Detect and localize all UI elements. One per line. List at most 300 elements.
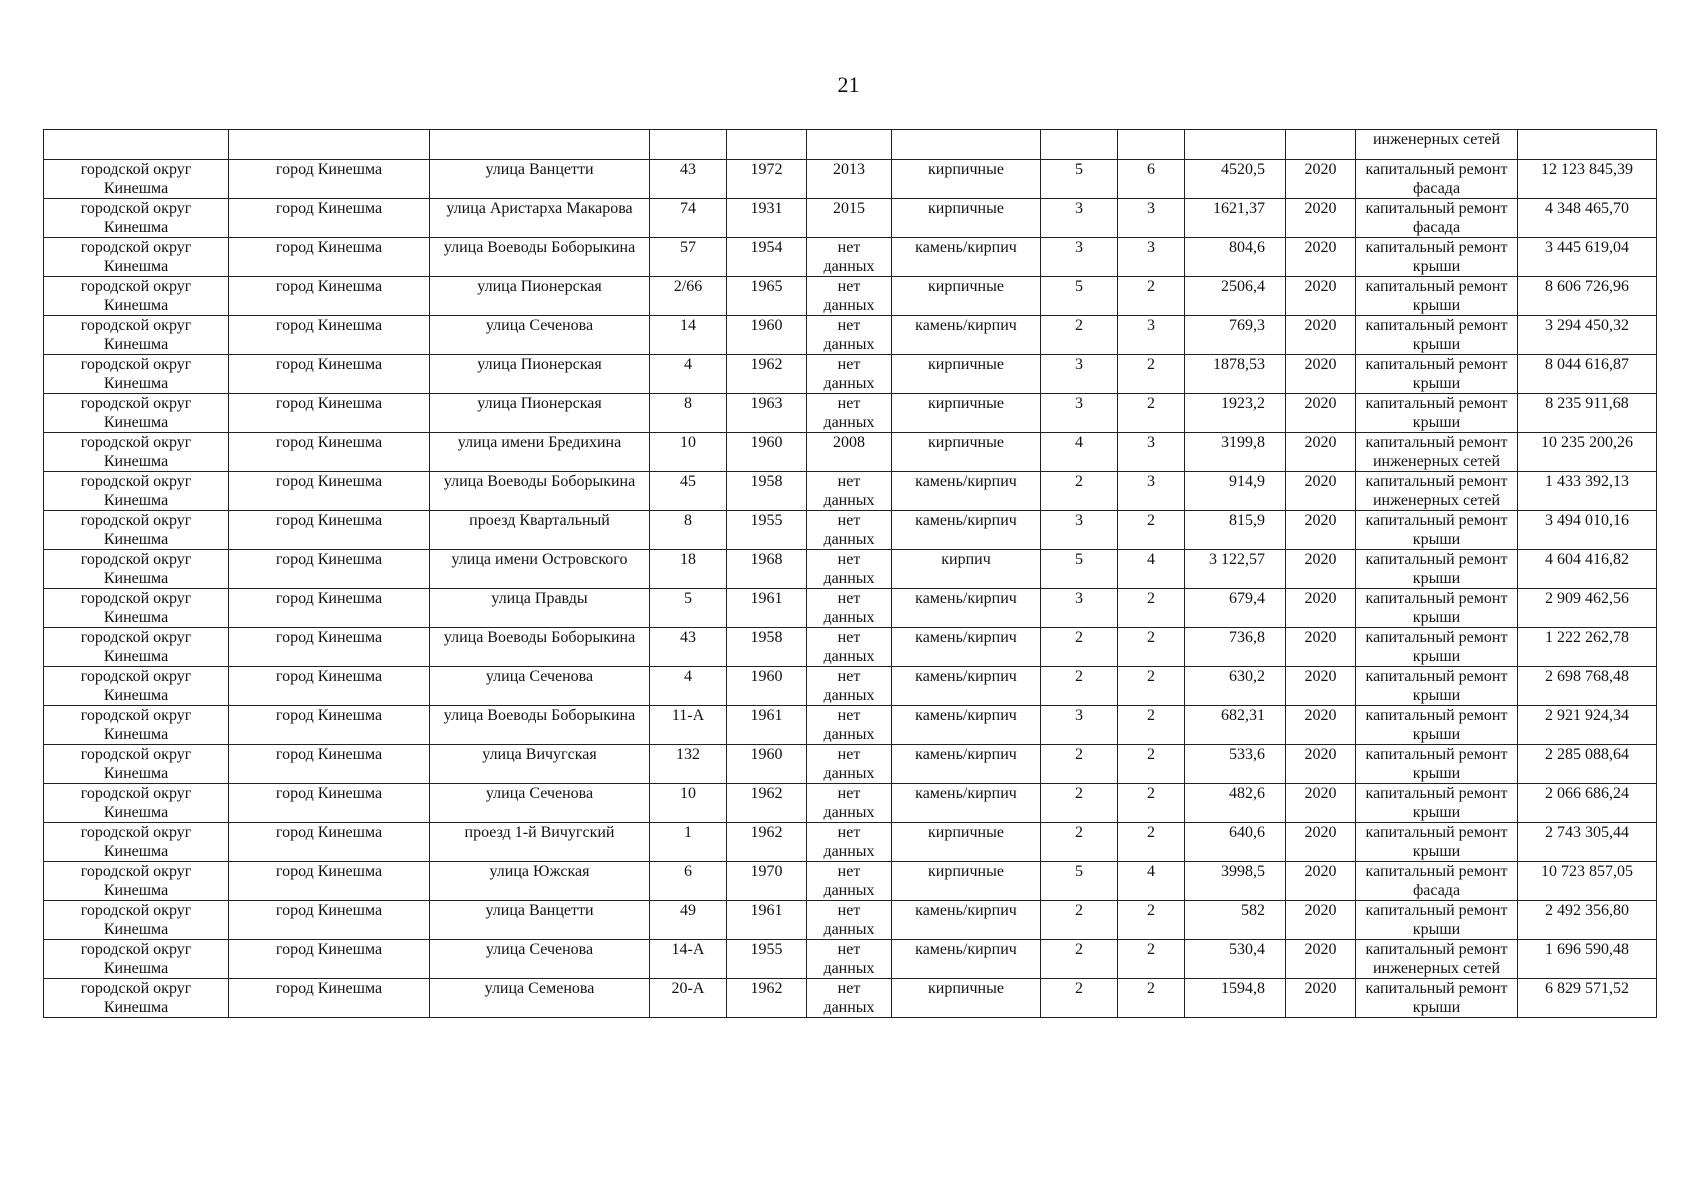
cell-house-number: 20-А — [650, 979, 727, 1018]
cell-house-number: 10 — [650, 784, 727, 823]
cell-planned-year: 2020 — [1286, 823, 1356, 862]
cell-settlement: город Кинешма — [229, 472, 430, 511]
cell-last-repair-year: нет данных — [807, 472, 892, 511]
table-row — [44, 706, 1657, 745]
cell-year-built: 1960 — [727, 316, 807, 355]
cell-house-number: 11-А — [650, 706, 727, 745]
cell-work-type: капитальный ремонт крыши — [1356, 394, 1518, 433]
cell-municipality: городской округ Кинешма — [44, 472, 229, 511]
cell-house-number: 49 — [650, 901, 727, 940]
cell-last-repair-year: нет данных — [807, 589, 892, 628]
table-row — [44, 472, 1657, 511]
cell-floors: 2 — [1041, 979, 1118, 1018]
cell-area: 815,9 — [1185, 511, 1286, 550]
cell-entrances: 3 — [1118, 199, 1185, 238]
cell-area: 3 122,57 — [1185, 550, 1286, 589]
cell-settlement: город Кинешма — [229, 316, 430, 355]
cell-municipality: городской округ Кинешма — [44, 160, 229, 199]
cell-wall-material: кирпичные — [892, 862, 1041, 901]
cell-floors: 3 — [1041, 199, 1118, 238]
table-row — [44, 823, 1657, 862]
cell-planned-year: 2020 — [1286, 862, 1356, 901]
table-row — [44, 160, 1657, 199]
cell-area: 3998,5 — [1185, 862, 1286, 901]
cell-floors: 2 — [1041, 901, 1118, 940]
cell-entrances: 2 — [1118, 667, 1185, 706]
cell-planned-year: 2020 — [1286, 628, 1356, 667]
cell-year-built: 1962 — [727, 823, 807, 862]
cell-wall-material: кирпичные — [892, 277, 1041, 316]
cell-last-repair-year: нет данных — [807, 823, 892, 862]
cell-settlement: город Кинешма — [229, 394, 430, 433]
cell-entrances: 2 — [1118, 901, 1185, 940]
cell-street: улица Пионерская — [430, 394, 650, 433]
cell-entrances: 3 — [1118, 238, 1185, 277]
cell-house-number: 43 — [650, 628, 727, 667]
cell-work-type: капитальный ремонт крыши — [1356, 823, 1518, 862]
cell-year-built: 1961 — [727, 901, 807, 940]
cell-floors: 2 — [1041, 316, 1118, 355]
cell-cost: 1 696 590,48 — [1518, 940, 1657, 979]
cell-planned-year: 2020 — [1286, 901, 1356, 940]
cell-cost: 1 222 262,78 — [1518, 628, 1657, 667]
cell-street: улица имени Бредихина — [430, 433, 650, 472]
cell-house-number: 6 — [650, 862, 727, 901]
cell-entrances: 6 — [1118, 160, 1185, 199]
cell-cost: 8 606 726,96 — [1518, 277, 1657, 316]
cell-entrances: 2 — [1118, 823, 1185, 862]
cell-year-built: 1963 — [727, 394, 807, 433]
table-row — [44, 628, 1657, 667]
cell-house-number: 4 — [650, 355, 727, 394]
cell-area: 679,4 — [1185, 589, 1286, 628]
cell-floors: 5 — [1041, 550, 1118, 589]
cell-work-type: капитальный ремонт крыши — [1356, 745, 1518, 784]
cell-work-type: инженерных сетей — [1356, 130, 1518, 160]
cell-last-repair-year: нет данных — [807, 667, 892, 706]
cell-wall-material: камень/кирпич — [892, 901, 1041, 940]
cell-area: 1594,8 — [1185, 979, 1286, 1018]
cell-settlement: город Кинешма — [229, 238, 430, 277]
cell-street: улица Пионерская — [430, 277, 650, 316]
cell-work-type: капитальный ремонт инженерных сетей — [1356, 433, 1518, 472]
table-body — [44, 130, 1657, 1018]
cell-entrances: 2 — [1118, 784, 1185, 823]
cell-entrances: 2 — [1118, 706, 1185, 745]
cell-planned-year: 2020 — [1286, 472, 1356, 511]
cell-municipality: городской округ Кинешма — [44, 238, 229, 277]
cell-cost: 10 235 200,26 — [1518, 433, 1657, 472]
cell-settlement: город Кинешма — [229, 433, 430, 472]
cell-year-built: 1961 — [727, 589, 807, 628]
table-row — [44, 901, 1657, 940]
cell-floors: 3 — [1041, 589, 1118, 628]
cell-street: проезд 1-й Вичугский — [430, 823, 650, 862]
cell-street: улица Сеченова — [430, 667, 650, 706]
cell-entrances: 2 — [1118, 940, 1185, 979]
cell-house-number: 8 — [650, 511, 727, 550]
cell-municipality: городской округ Кинешма — [44, 628, 229, 667]
cell-settlement: город Кинешма — [229, 667, 430, 706]
cell-cost: 12 123 845,39 — [1518, 160, 1657, 199]
table-row — [44, 550, 1657, 589]
cell-year-built: 1931 — [727, 199, 807, 238]
table-row — [44, 589, 1657, 628]
cell-wall-material: кирпичные — [892, 979, 1041, 1018]
cell-last-repair-year: нет данных — [807, 316, 892, 355]
cell-municipality: городской округ Кинешма — [44, 355, 229, 394]
cell-street: улица Аристарха Макарова — [430, 199, 650, 238]
continuation-row — [44, 130, 1657, 160]
cell-entrances: 4 — [1118, 550, 1185, 589]
table-row — [44, 355, 1657, 394]
table-row — [44, 940, 1657, 979]
cell-year-built: 1960 — [727, 745, 807, 784]
cell-municipality: городской округ Кинешма — [44, 745, 229, 784]
cell-year-built: 1962 — [727, 784, 807, 823]
cell-last-repair-year: нет данных — [807, 277, 892, 316]
table-row — [44, 238, 1657, 277]
table-row — [44, 199, 1657, 238]
cell-floors: 2 — [1041, 628, 1118, 667]
table-row — [44, 316, 1657, 355]
cell-area: 1923,2 — [1185, 394, 1286, 433]
cell-entrances: 2 — [1118, 511, 1185, 550]
cell-planned-year: 2020 — [1286, 979, 1356, 1018]
cell-planned-year: 2020 — [1286, 238, 1356, 277]
cell-work-type: капитальный ремонт крыши — [1356, 628, 1518, 667]
cell-planned-year: 2020 — [1286, 277, 1356, 316]
cell-street: проезд Квартальный — [430, 511, 650, 550]
table-row — [44, 862, 1657, 901]
cell-year-built: 1960 — [727, 667, 807, 706]
cell-area: 769,3 — [1185, 316, 1286, 355]
cell-street: улица Сеченова — [430, 940, 650, 979]
cell-wall-material: камень/кирпич — [892, 784, 1041, 823]
cell-entrances: 4 — [1118, 862, 1185, 901]
cell-wall-material: камень/кирпич — [892, 628, 1041, 667]
cell-planned-year: 2020 — [1286, 667, 1356, 706]
cell-last-repair-year: нет данных — [807, 511, 892, 550]
cell-cost: 2 921 924,34 — [1518, 706, 1657, 745]
cell-wall-material: камень/кирпич — [892, 667, 1041, 706]
cell-last-repair-year: нет данных — [807, 706, 892, 745]
cell-entrances: 2 — [1118, 628, 1185, 667]
cell-wall-material: камень/кирпич — [892, 589, 1041, 628]
page-number: 21 — [837, 72, 860, 97]
cell-last-repair-year: нет данных — [807, 940, 892, 979]
cell-cost: 2 698 768,48 — [1518, 667, 1657, 706]
cell-settlement: город Кинешма — [229, 355, 430, 394]
cell-street: улица имени Островского — [430, 550, 650, 589]
cell-work-type: капитальный ремонт фасада — [1356, 160, 1518, 199]
cell-settlement: город Кинешма — [229, 940, 430, 979]
cell-floors: 5 — [1041, 862, 1118, 901]
cell-year-built: 1958 — [727, 472, 807, 511]
cell-street: улица Семенова — [430, 979, 650, 1018]
cell-settlement: город Кинешма — [229, 550, 430, 589]
cell-cost: 3 445 619,04 — [1518, 238, 1657, 277]
cell-cost: 2 743 305,44 — [1518, 823, 1657, 862]
cell-wall-material: камень/кирпич — [892, 472, 1041, 511]
cell-entrances: 2 — [1118, 979, 1185, 1018]
cell-year-built: 1958 — [727, 628, 807, 667]
cell-last-repair-year: нет данных — [807, 394, 892, 433]
cell-floors: 4 — [1041, 433, 1118, 472]
cell-house-number: 10 — [650, 433, 727, 472]
cell-cost: 2 909 462,56 — [1518, 589, 1657, 628]
cell-street: улица Ванцетти — [430, 160, 650, 199]
cell-wall-material: камень/кирпич — [892, 706, 1041, 745]
cell-municipality: городской округ Кинешма — [44, 277, 229, 316]
cell-wall-material: кирпичные — [892, 199, 1041, 238]
cell-planned-year: 2020 — [1286, 745, 1356, 784]
cell-area: 533,6 — [1185, 745, 1286, 784]
cell-area: 482,6 — [1185, 784, 1286, 823]
cell-entrances: 3 — [1118, 433, 1185, 472]
cell-year-built: 1961 — [727, 706, 807, 745]
cell-house-number: 132 — [650, 745, 727, 784]
cell-municipality: городской округ Кинешма — [44, 979, 229, 1018]
cell-street: улица Вичугская — [430, 745, 650, 784]
cell-house-number: 45 — [650, 472, 727, 511]
cell-house-number: 2/66 — [650, 277, 727, 316]
cell-wall-material: кирпичные — [892, 160, 1041, 199]
cell-area: 640,6 — [1185, 823, 1286, 862]
cell-work-type: капитальный ремонт крыши — [1356, 901, 1518, 940]
cell-work-type: капитальный ремонт крыши — [1356, 277, 1518, 316]
cell-settlement: город Кинешма — [229, 784, 430, 823]
cell-wall-material: камень/кирпич — [892, 316, 1041, 355]
cell-entrances: 2 — [1118, 277, 1185, 316]
cell-entrances: 2 — [1118, 745, 1185, 784]
cell-municipality: городской округ Кинешма — [44, 550, 229, 589]
cell-cost: 2 492 356,80 — [1518, 901, 1657, 940]
cell-wall-material: камень/кирпич — [892, 940, 1041, 979]
cell-floors: 3 — [1041, 394, 1118, 433]
cell-last-repair-year: нет данных — [807, 238, 892, 277]
cell-area: 1878,53 — [1185, 355, 1286, 394]
table-row — [44, 784, 1657, 823]
cell-floors: 3 — [1041, 511, 1118, 550]
cell-cost: 8 235 911,68 — [1518, 394, 1657, 433]
cell-cost: 1 433 392,13 — [1518, 472, 1657, 511]
cell-municipality: городской округ Кинешма — [44, 706, 229, 745]
cell-area: 1621,37 — [1185, 199, 1286, 238]
cell-street: улица Сеченова — [430, 316, 650, 355]
cell-year-built: 1954 — [727, 238, 807, 277]
cell-year-built: 1962 — [727, 355, 807, 394]
cell-last-repair-year: нет данных — [807, 550, 892, 589]
cell-year-built: 1955 — [727, 940, 807, 979]
cell-settlement: город Кинешма — [229, 277, 430, 316]
cell-street: улица Воеводы Боборыкина — [430, 472, 650, 511]
cell-settlement: город Кинешма — [229, 511, 430, 550]
cell-work-type: капитальный ремонт крыши — [1356, 511, 1518, 550]
cell-wall-material: кирпич — [892, 550, 1041, 589]
cell-entrances: 2 — [1118, 589, 1185, 628]
repair-registry-table — [43, 129, 1657, 1018]
cell-settlement: город Кинешма — [229, 745, 430, 784]
cell-cost: 4 348 465,70 — [1518, 199, 1657, 238]
cell-planned-year: 2020 — [1286, 355, 1356, 394]
cell-year-built: 1968 — [727, 550, 807, 589]
cell-cost: 8 044 616,87 — [1518, 355, 1657, 394]
cell-work-type: капитальный ремонт фасада — [1356, 862, 1518, 901]
cell-house-number: 14-А — [650, 940, 727, 979]
cell-floors: 3 — [1041, 706, 1118, 745]
table-row — [44, 667, 1657, 706]
cell-year-built: 1960 — [727, 433, 807, 472]
cell-cost: 3 294 450,32 — [1518, 316, 1657, 355]
cell-house-number: 4 — [650, 667, 727, 706]
cell-cost: 4 604 416,82 — [1518, 550, 1657, 589]
cell-last-repair-year: 2013 — [807, 160, 892, 199]
cell-last-repair-year: нет данных — [807, 628, 892, 667]
cell-house-number: 74 — [650, 199, 727, 238]
cell-area: 736,8 — [1185, 628, 1286, 667]
cell-cost: 2 285 088,64 — [1518, 745, 1657, 784]
cell-planned-year: 2020 — [1286, 394, 1356, 433]
cell-municipality: городской округ Кинешма — [44, 667, 229, 706]
cell-area: 2506,4 — [1185, 277, 1286, 316]
cell-area: 682,31 — [1185, 706, 1286, 745]
cell-municipality: городской округ Кинешма — [44, 199, 229, 238]
cell-planned-year: 2020 — [1286, 316, 1356, 355]
cell-work-type: капитальный ремонт инженерных сетей — [1356, 940, 1518, 979]
cell-wall-material: камень/кирпич — [892, 745, 1041, 784]
cell-last-repair-year: нет данных — [807, 979, 892, 1018]
cell-work-type: капитальный ремонт инженерных сетей — [1356, 472, 1518, 511]
cell-cost: 3 494 010,16 — [1518, 511, 1657, 550]
cell-planned-year: 2020 — [1286, 784, 1356, 823]
table-row — [44, 433, 1657, 472]
cell-area: 914,9 — [1185, 472, 1286, 511]
cell-municipality: городской округ Кинешма — [44, 316, 229, 355]
cell-cost: 10 723 857,05 — [1518, 862, 1657, 901]
cell-settlement: город Кинешма — [229, 589, 430, 628]
cell-settlement: город Кинешма — [229, 979, 430, 1018]
cell-settlement: город Кинешма — [229, 160, 430, 199]
cell-year-built: 1965 — [727, 277, 807, 316]
cell-work-type: капитальный ремонт крыши — [1356, 784, 1518, 823]
cell-year-built: 1972 — [727, 160, 807, 199]
cell-area: 4520,5 — [1185, 160, 1286, 199]
cell-last-repair-year: нет данных — [807, 901, 892, 940]
cell-wall-material: кирпичные — [892, 433, 1041, 472]
cell-street: улица Пионерская — [430, 355, 650, 394]
cell-wall-material: кирпичные — [892, 823, 1041, 862]
cell-cost: 2 066 686,24 — [1518, 784, 1657, 823]
cell-house-number: 43 — [650, 160, 727, 199]
cell-floors: 5 — [1041, 160, 1118, 199]
cell-house-number: 1 — [650, 823, 727, 862]
cell-municipality: городской округ Кинешма — [44, 940, 229, 979]
cell-work-type: капитальный ремонт фасада — [1356, 199, 1518, 238]
cell-area: 804,6 — [1185, 238, 1286, 277]
table-row — [44, 745, 1657, 784]
cell-street: улица Ванцетти — [430, 901, 650, 940]
cell-last-repair-year: нет данных — [807, 862, 892, 901]
table-row — [44, 394, 1657, 433]
cell-municipality: городской округ Кинешма — [44, 394, 229, 433]
cell-work-type: капитальный ремонт крыши — [1356, 238, 1518, 277]
cell-entrances: 3 — [1118, 316, 1185, 355]
cell-planned-year: 2020 — [1286, 706, 1356, 745]
cell-street: улица Южская — [430, 862, 650, 901]
cell-area: 530,4 — [1185, 940, 1286, 979]
cell-year-built: 1962 — [727, 979, 807, 1018]
cell-settlement: город Кинешма — [229, 706, 430, 745]
cell-planned-year: 2020 — [1286, 433, 1356, 472]
cell-work-type: капитальный ремонт крыши — [1356, 316, 1518, 355]
cell-wall-material: камень/кирпич — [892, 238, 1041, 277]
cell-floors: 2 — [1041, 472, 1118, 511]
cell-municipality: городской округ Кинешма — [44, 511, 229, 550]
cell-house-number: 18 — [650, 550, 727, 589]
cell-work-type: капитальный ремонт крыши — [1356, 706, 1518, 745]
cell-street: улица Воеводы Боборыкина — [430, 628, 650, 667]
cell-floors: 3 — [1041, 238, 1118, 277]
cell-settlement: город Кинешма — [229, 862, 430, 901]
cell-municipality: городской округ Кинешма — [44, 823, 229, 862]
cell-last-repair-year: нет данных — [807, 745, 892, 784]
cell-last-repair-year: нет данных — [807, 784, 892, 823]
cell-floors: 2 — [1041, 667, 1118, 706]
table-row — [44, 511, 1657, 550]
cell-settlement: город Кинешма — [229, 823, 430, 862]
cell-settlement: город Кинешма — [229, 628, 430, 667]
cell-area: 582 — [1185, 901, 1286, 940]
cell-street: улица Воеводы Боборыкина — [430, 238, 650, 277]
cell-municipality: городской округ Кинешма — [44, 589, 229, 628]
cell-planned-year: 2020 — [1286, 550, 1356, 589]
cell-floors: 5 — [1041, 277, 1118, 316]
cell-planned-year: 2020 — [1286, 511, 1356, 550]
cell-planned-year: 2020 — [1286, 589, 1356, 628]
cell-planned-year: 2020 — [1286, 199, 1356, 238]
cell-area: 630,2 — [1185, 667, 1286, 706]
cell-house-number: 57 — [650, 238, 727, 277]
cell-floors: 2 — [1041, 940, 1118, 979]
cell-cost: 6 829 571,52 — [1518, 979, 1657, 1018]
table-row — [44, 979, 1657, 1018]
cell-last-repair-year: 2015 — [807, 199, 892, 238]
cell-area: 3199,8 — [1185, 433, 1286, 472]
cell-work-type: капитальный ремонт крыши — [1356, 550, 1518, 589]
cell-planned-year: 2020 — [1286, 160, 1356, 199]
cell-entrances: 2 — [1118, 355, 1185, 394]
cell-floors: 2 — [1041, 823, 1118, 862]
cell-municipality: городской округ Кинешма — [44, 901, 229, 940]
cell-work-type: капитальный ремонт крыши — [1356, 589, 1518, 628]
cell-house-number: 8 — [650, 394, 727, 433]
cell-last-repair-year: нет данных — [807, 355, 892, 394]
cell-floors: 2 — [1041, 745, 1118, 784]
cell-work-type: капитальный ремонт крыши — [1356, 979, 1518, 1018]
cell-settlement: город Кинешма — [229, 901, 430, 940]
cell-municipality: городской округ Кинешма — [44, 784, 229, 823]
cell-entrances: 3 — [1118, 472, 1185, 511]
cell-municipality: городской округ Кинешма — [44, 862, 229, 901]
cell-last-repair-year: 2008 — [807, 433, 892, 472]
cell-house-number: 14 — [650, 316, 727, 355]
cell-year-built: 1970 — [727, 862, 807, 901]
cell-street: улица Воеводы Боборыкина — [430, 706, 650, 745]
cell-year-built: 1955 — [727, 511, 807, 550]
cell-floors: 2 — [1041, 784, 1118, 823]
cell-wall-material: кирпичные — [892, 355, 1041, 394]
